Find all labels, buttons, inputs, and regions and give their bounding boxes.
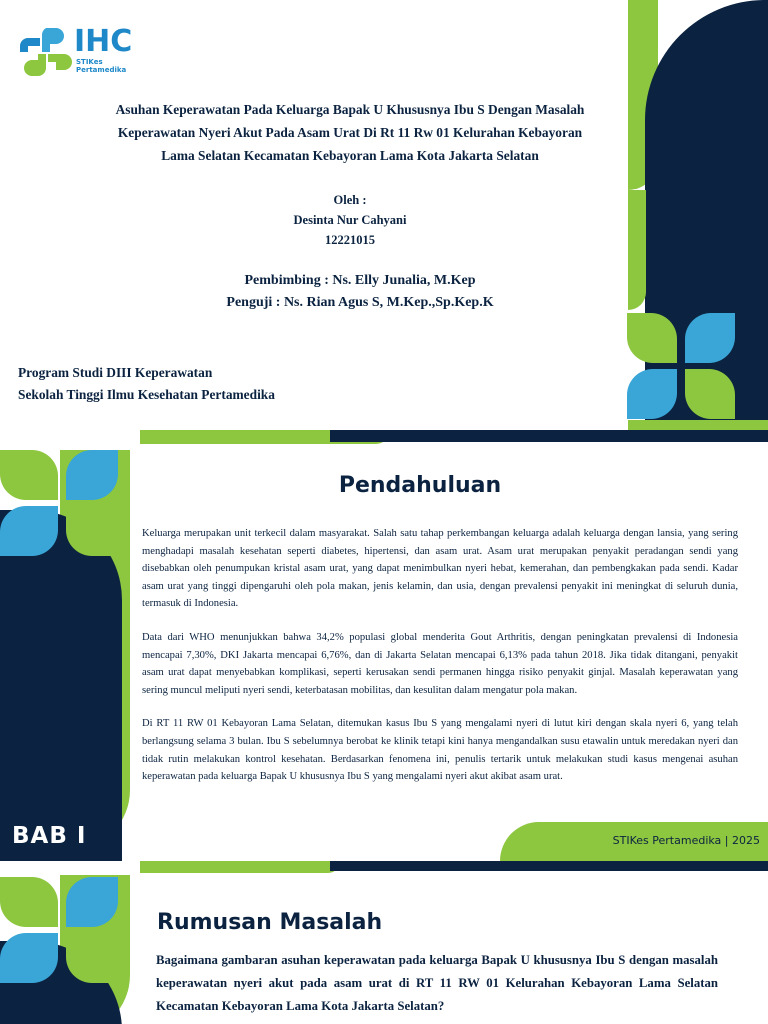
leaf-shape-icon: [0, 877, 58, 927]
section-heading: Pendahuluan: [338, 473, 502, 498]
penguji-text: Penguji : Ns. Rian Agus S, M.Kep.,Sp.Kep.K: [226, 295, 494, 310]
title-slide: [0, 0, 768, 430]
author-nim: 12221015: [325, 233, 375, 247]
navy-side-panel: [0, 510, 122, 861]
body-text: [142, 525, 738, 786]
paragraph: Keluarga merupakan unit terkecil dalam masyarakat. Salah satu tahap perkembangan keluarga adalah keluarga dengan lansia, yang sering menghadapi masalah kesehatan seperti diabetes, hipertensi, dan asam urat. Asam urat merupakan penyakit peradangan sendi yang disebabkan oleh penumpukan kristal asam urat, yang dapat menimbulkan nyeri hebat, kemerahan, dan pembengkakan pada sendi. Kadar asam urat yang tinggi dipengaruhi oleh pola makan, jenis kelamin, dan usia, dengan prevalensi penyakit ini meningkat di seluruh dunia, termasuk di Indonesia.: [142, 528, 738, 610]
school-text: Sekolah Tinggi Ilmu Kesehatan Pertamedika: [18, 387, 275, 402]
program-text: Program Studi DIII Keperawatan: [18, 365, 213, 380]
logo-brand-text: IHC: [74, 24, 133, 59]
leaf-shape-icon: [0, 506, 58, 556]
section-heading: Rumusan Masalah: [157, 910, 383, 935]
footer-text: STIKes Pertamedika | 2025: [612, 834, 760, 847]
navy-side-panel: [645, 0, 768, 430]
chapter-label: BAB I: [12, 823, 87, 849]
title-line: Keperawatan Nyeri Akut Pada Asam Urat Di Rt 11 Rw 01 Kelurahan Kebayoran: [117, 125, 583, 140]
title-line: Asuhan Keperawatan Pada Keluarga Bapak U Khususnya Ibu S Dengan Masalah: [115, 102, 585, 117]
navy-top-bar: [330, 861, 768, 871]
logo-sub-text: Pertamedika: [76, 66, 127, 74]
green-top-bar: [140, 861, 340, 873]
rumusan-masalah-slide: [0, 861, 768, 1024]
advisor-block: [150, 270, 570, 314]
ihc-logo: [16, 24, 156, 80]
leaf-shape-icon: [627, 313, 677, 363]
paragraph: Di RT 11 RW 01 Kebayoran Lama Selatan, ditemukan kasus Ibu S yang mengalami nyeri di lutut kiri dengan skala nyeri 6, yang telah berlangsung selama 3 bulan. Ibu S sebelumnya berobat ke klinik tetapi kini hanya mengandalkan susu etawalin untuk meredakan nyeri dan tidak rutin melakukan kontrol kesehatan. Berdasarkan fenomena ini, penulis tertarik untuk melakukan studi kasus mengenai asuhan keperawatan pada keluarga Bapak U khususnya Ibu S yang mengalami nyeri akut akibat asam urat.: [142, 718, 738, 783]
thesis-title: [60, 98, 640, 167]
institution-block: [18, 362, 418, 406]
leaf-shape-icon: [685, 369, 735, 419]
logo-sub-text: STIKes: [76, 58, 103, 66]
cross-link-logo-icon: [16, 24, 72, 80]
paragraph: Data dari WHO menunjukkan bahwa 34,2% populasi global menderita Gout Arthritis, dengan peningkatan prevalensi di Indonesia mencapai 7,30%, DKI Jakarta mencapai 6,76%, dan di Jakarta Selatan mencapai 6,13% pada tahun 2018. Jika tidak ditangani, penyakit asam urat dapat menyebabkan komplikasi, seperti kerusakan sendi permanen hingga risiko penyakit ginjal. Masalah keperawatan yang sering muncul meliputi nyeri sendi, keterbatasan mobilitas, dan kesulitan dalam mengatur pola makan.: [142, 631, 738, 696]
leaf-shape-icon: [0, 933, 58, 983]
title-line: Lama Selatan Kecamatan Kebayoran Lama Kota Jakarta Selatan: [161, 148, 539, 163]
leaf-shape-icon: [66, 877, 118, 927]
leaf-shape-icon: [66, 450, 118, 500]
author-name: Desinta Nur Cahyani: [293, 213, 407, 227]
navy-top-bar: [330, 430, 768, 442]
oleh-label: Oleh :: [333, 193, 367, 207]
green-bottom-strip: [628, 420, 768, 430]
green-stripe-decoration: [628, 190, 646, 310]
leaf-shape-icon: [66, 933, 118, 983]
leaf-shape-icon: [66, 506, 118, 556]
pendahuluan-slide: [0, 430, 768, 861]
leaf-shape-icon: [0, 450, 58, 500]
pembimbing-text: Pembimbing : Ns. Elly Junalia, M.Kep: [244, 273, 476, 288]
author-block: [200, 190, 500, 250]
problem-statement: Bagaimana gambaran asuhan keperawatan pada keluarga Bapak U khususnya Ibu S dengan masalah keperawatan nyeri akut pada asam urat di RT 11 RW 01 Kelurahan Kebayoran Lama Selatan Kecamatan Kebayoran Lama Kota Jakarta Selatan?: [156, 953, 718, 1013]
